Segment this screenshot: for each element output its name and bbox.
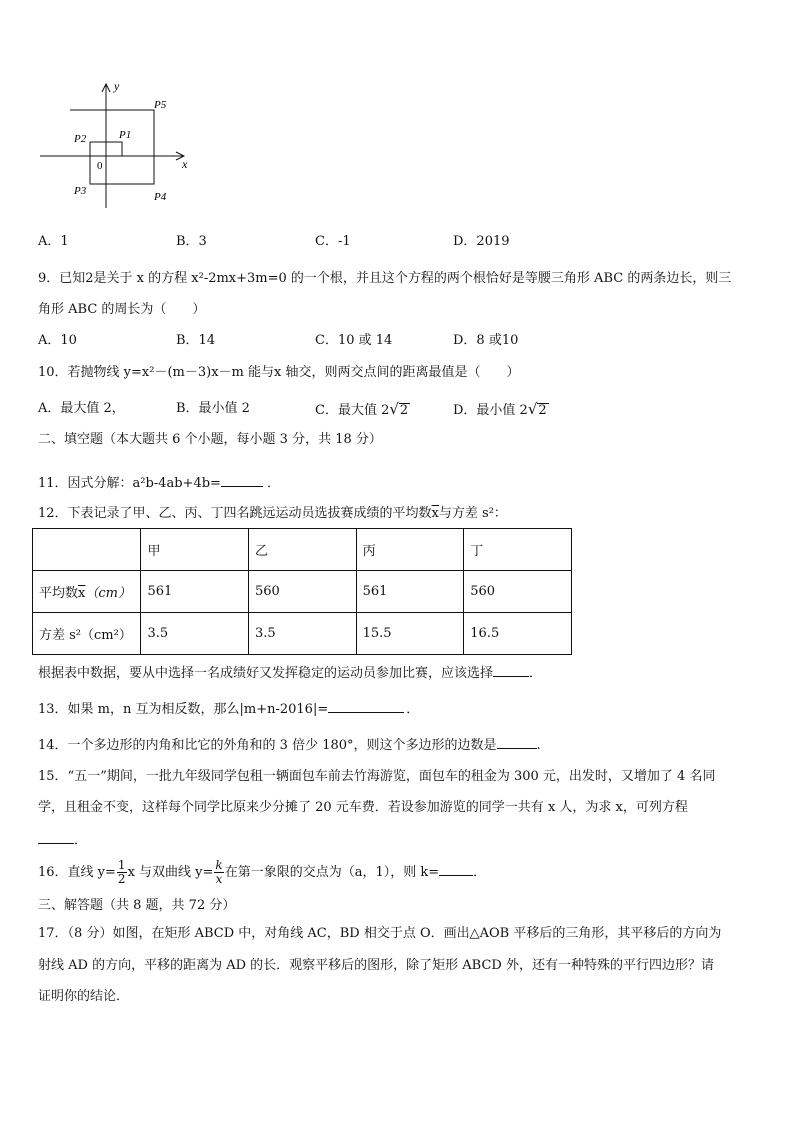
coordinate-figure (34, 74, 204, 214)
q16-end: ． (473, 865, 487, 880)
table-header-cell: 甲 (141, 529, 249, 571)
label-p3: P3 (74, 185, 87, 197)
q16-text-c: 在第一象限的交点为（a，1），则 k= (224, 865, 440, 880)
q10-option-d-radicand: 2 (538, 403, 547, 418)
q9-option-b: B．14 (176, 333, 216, 348)
table-header-row (33, 529, 572, 571)
q12-question-text: 根据表中数据，要从中选择一名成绩好又发挥稳定的运动员参加比赛，应该选择 (38, 666, 494, 681)
sqrt-icon: √ (527, 400, 538, 418)
table-cell: 561 (356, 571, 464, 613)
q11 (38, 474, 280, 493)
rect-p1 (106, 142, 122, 156)
q11-end: ． (266, 476, 280, 491)
table-cell: 3.5 (141, 613, 249, 655)
q14 (38, 736, 541, 755)
table-cell: 560 (249, 571, 357, 613)
q13 (38, 700, 419, 719)
row-label-mean-xbar: $\overline{x}$ (78, 586, 86, 601)
q16 (38, 858, 486, 888)
q16-fraction-1-num: 1 (117, 858, 126, 872)
q12-answer-blank[interactable] (493, 664, 529, 677)
section-2-heading: 二、填空题（本大题共 6 个小题，每小题 3 分，共 18 分） (38, 432, 382, 447)
q15-line3 (38, 831, 87, 850)
table-header-cell: 丁 (464, 529, 572, 571)
label-x: x (182, 157, 188, 171)
row-label-mean-unit: （cm） (85, 586, 131, 601)
q16-fraction-2-den: x (215, 872, 223, 886)
row-label-variance: 方差 s²（cm²） (33, 613, 141, 655)
q14-text: 14．一个多边形的内角和比它的外角和的 3 倍少 180°，则这个多边形的边数是 (38, 738, 497, 753)
q16-text-b: x 与双曲线 y= (127, 865, 214, 880)
q12-intro (38, 505, 507, 523)
q10-option-c (315, 400, 410, 420)
q16-fraction-2-num: k (215, 858, 223, 872)
q15-line1: 15．“五一”期间，一批九年级同学包租一辆面包车前去竹海游览，面包车的租金为 300 元，出发时，又增加了 4 名同 (38, 769, 716, 784)
table-row (33, 613, 572, 655)
q9-stem-line2: 角形 ABC 的周长为（ ） (38, 302, 206, 317)
q16-answer-blank[interactable] (439, 863, 473, 876)
q8-option-b: B．3 (176, 234, 207, 249)
row-label-mean-a: 平均数 (39, 586, 79, 601)
q10-option-d-text: D．最小值 2 (453, 403, 528, 418)
label-origin: 0 (97, 160, 103, 172)
q11-text: 11．因式分解：a²b-4ab+4b= (38, 476, 221, 491)
q12-end: ． (529, 666, 543, 681)
table-cell: 16.5 (464, 613, 572, 655)
q11-answer-blank[interactable] (221, 474, 263, 487)
q13-end: ． (406, 702, 420, 717)
q16-text-a: 16．直线 y= (38, 865, 116, 880)
label-p5: P5 (154, 99, 167, 111)
q15-line2: 学，且租金不变，这样每个同学比原来少分摊了 20 元车费．若设参加游览的同学一共有 x 人，为求 x，可列方程 (38, 800, 688, 815)
q8-option-d: D．2019 (453, 234, 510, 249)
q17-line3: 证明你的结论． (38, 989, 130, 1004)
table-cell: 15.5 (356, 613, 464, 655)
q13-answer-blank[interactable] (328, 700, 404, 713)
q12-intro-text-b: 与方差 s²： (438, 506, 507, 521)
table-header-cell: 丙 (356, 529, 464, 571)
q10-option-c-text: C．最大值 2 (315, 403, 390, 418)
q9-option-c: C．10 或 14 (315, 333, 393, 348)
table-cell: 561 (141, 571, 249, 613)
table-row (33, 571, 572, 613)
q10-stem: 10．若抛物线 y=x²－(m－3)x－m 能与x 轴交，则两交点间的距离最值是（ ） (38, 365, 520, 380)
sqrt-icon: √ (389, 400, 399, 418)
q13-text: 13．如果 m，n 互为相反数，那么|m+n-2016|= (38, 702, 329, 717)
q9-option-d: D．8 或10 (453, 333, 519, 348)
table-cell: 560 (464, 571, 572, 613)
q16-fraction-1-den: 2 (117, 872, 126, 886)
q17-line2: 射线 AD 的方向，平移的距离为 AD 的长．观察平移后的图形，除了矩形 ABCD 外，还有一种特殊的平行四边形？请 (38, 958, 714, 973)
q12-question (38, 664, 542, 683)
q10-option-b: B．最小值 2 (176, 401, 250, 416)
row-label-mean (33, 571, 141, 613)
q10-option-a: A．最大值 2， (38, 401, 125, 416)
q14-end: . (536, 738, 541, 753)
q8-option-c: C．-1 (315, 234, 351, 249)
q16-fraction-2 (214, 859, 223, 886)
table-header-cell (33, 529, 141, 571)
section-3-heading: 三、解答题（共 8 题，共 72 分） (38, 898, 236, 913)
q8-option-a: A．1 (38, 234, 69, 249)
q15-end: ． (74, 833, 88, 848)
q12-intro-xbar: $\overline{x}$ (431, 506, 439, 521)
q9-option-a: A．10 (38, 333, 77, 348)
label-y: y (114, 79, 120, 93)
q12-intro-text-a: 12．下表记录了甲、乙、丙、丁四名跳远运动员选拔赛成绩的平均数 (38, 506, 432, 521)
q12-score-table (32, 528, 572, 655)
table-cell: 3.5 (249, 613, 357, 655)
label-p1: P1 (119, 129, 132, 141)
q15-answer-blank[interactable] (38, 831, 74, 844)
table-header-cell: 乙 (249, 529, 357, 571)
label-p4: P4 (154, 191, 167, 203)
q10-option-d (453, 400, 549, 420)
label-p2: P2 (74, 133, 87, 145)
q17-line1: 17．（8 分）如图，在矩形 ABCD 中，对角线 AC，BD 相交于点 O．画出△AOB 平移后的三角形，其平移后的方向为 (38, 926, 722, 941)
q9-stem-line1: 9．已知2是关于 x 的方程 x²-2mx+3m=0 的一个根，并且这个方程的两个根恰好是等腰三角形 ABC 的两条边长，则三 (38, 271, 732, 286)
q16-fraction-1 (117, 859, 127, 886)
q10-option-c-radicand: 2 (399, 403, 409, 418)
q14-answer-blank[interactable] (497, 736, 537, 749)
